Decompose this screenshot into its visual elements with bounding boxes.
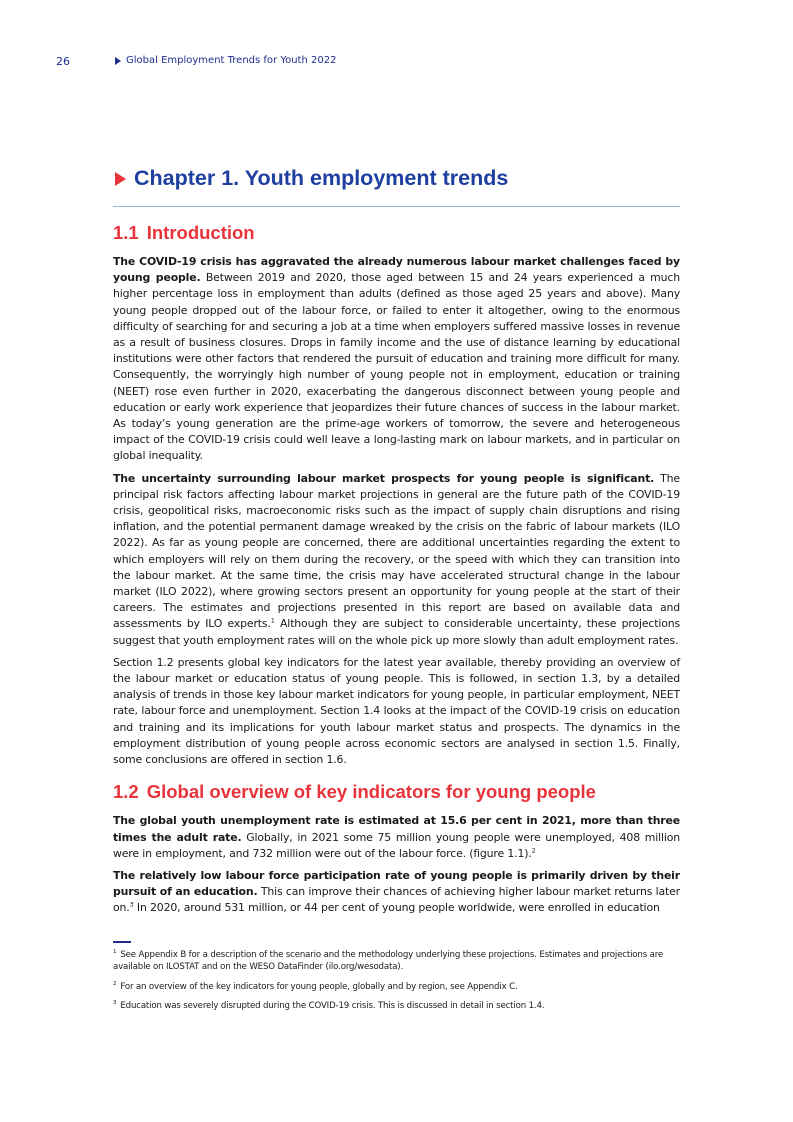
footnote bbox=[113, 1000, 680, 1012]
chapter-title: Chapter 1. Youth employment trends bbox=[134, 166, 509, 190]
paragraph-text: The principal risk factors affecting labour market projections in general are the future path of the COVID-19 crisis, geopolitical risks, macroeconomic risks such as the impact of supply chain disruptions and rising inflation, and the potential permanent damage wreaked by the crisis on the fabric of labour markets (ILO 2022). As far as young people are concerned, there are additional uncertainties regarding the extent to which employers will rely on them during the recovery, or the speed with which they can transition into the labour market. At the same time, the crisis may have accelerated structural change in the labour market (ILO 2022), where growing sectors present an opportunity for young people at the start of their careers. The estimates and projections presented in this report are based on available data and assessments by ILO experts. bbox=[113, 471, 680, 631]
footnote-ref: 3 bbox=[129, 900, 134, 909]
paragraph-lead: The relatively low labour force participation rate of young people is primarily driven by their pursuit of an education. bbox=[113, 868, 680, 899]
footnote bbox=[113, 949, 680, 974]
section-number: 1.2 bbox=[113, 781, 139, 803]
paragraph bbox=[113, 813, 680, 862]
section-title: Introduction bbox=[146, 222, 255, 243]
paragraph-text: This can improve their chances of achieving higher labour market returns later on. bbox=[113, 885, 680, 915]
chapter-divider bbox=[113, 206, 680, 207]
running-header bbox=[115, 55, 336, 66]
footnote-ref: 2 bbox=[531, 846, 536, 855]
footnote-marker: 2 bbox=[113, 980, 117, 987]
triangle-bullet-icon bbox=[115, 172, 126, 186]
footnote-divider bbox=[113, 941, 131, 943]
footnote-marker: 3 bbox=[113, 1000, 117, 1007]
paragraph-text: In 2020, around 531 million, or 44 per cent of young people worldwide, were enrolled in education bbox=[133, 901, 660, 915]
footnote-text: For an overview of the key indicators for young people, globally and by region, see Appendix C. bbox=[120, 981, 518, 992]
paragraph-text: Section 1.2 presents global key indicators for the latest year available, thereby providing an overview of the labour market or education status of young people. This is followed, in section 1.3, by a detailed analysis of trends in those key labour market indicators for young people, in particular employment, NEET rate, labour force and unemployment. Section 1.4 looks at the impact of the COVID-19 crisis on education and training and its implications for youth labour market status and prospects. The dynamics in the employment distribution of young people across economic sectors are analysed in section 1.5. Finally, some conclusions are offered in section 1.6. bbox=[113, 655, 680, 767]
paragraph bbox=[113, 254, 680, 465]
paragraph-lead: The COVID-19 crisis has aggravated the already numerous labour market challenges faced by young people. bbox=[113, 255, 680, 285]
section-heading-global-overview bbox=[113, 781, 680, 803]
triangle-bullet-icon bbox=[115, 57, 121, 65]
paragraph bbox=[113, 868, 680, 917]
paragraph-lead: The global youth unemployment rate is estimated at 15.6 per cent in 2021, more than three times the adult rate. bbox=[113, 814, 680, 844]
footnote-marker: 1 bbox=[113, 949, 117, 956]
footnote-text: Education was severely disrupted during the COVID-19 crisis. This is discussed in detail in section 1.4. bbox=[120, 1001, 545, 1012]
paragraph-text: Although they are subject to considerable uncertainty, these projections suggest that youth employment rates will on the whole pick up more slowly than adult employment rates. bbox=[113, 617, 680, 647]
paragraph-text: Globally, in 2021 some 75 million young people were unemployed, 408 million were in employment, and 732 million were out of the labour force. (figure 1.1). bbox=[113, 830, 681, 860]
footnote-text: See Appendix B for a description of the scenario and the methodology underlying these projections. Estimates and projections are available on ILOSTAT and on the WESO DataFinder (ilo.org/wesodata). bbox=[113, 950, 664, 973]
paragraph-lead: The uncertainty surrounding labour market prospects for young people is significant. bbox=[113, 471, 655, 485]
paragraph bbox=[113, 655, 680, 768]
page-number: 26 bbox=[56, 55, 70, 68]
footnote-ref: 1 bbox=[270, 616, 275, 625]
section-heading-introduction bbox=[113, 222, 680, 244]
paragraph-text: Between 2019 and 2020, those aged between 15 and 24 years experienced a much higher percentage loss in employment than adults (defined as those aged 25 years and above). Many young people dropped out of the labour force, or failed to enter it altogether, owing to the enormous difficulty of searching for and securing a job at a time when employers suffered massive losses in revenue as a result of business closures. Drops in family income and the use of distance learning by educational institutions were other factors that rendered the pursuit of education and training more difficult for many. Consequently, the worryingly high number of young people not in employment, education or training (NEET) rose even further in 2020, exacerbating the dangerous disconnect between young people and education or early work experience that jeopardizes their future chances of success in the labour market. As today’s young generation are the prime-age workers of tomorrow, the severe and heterogeneous impact of the COVID-19 crisis could well leave a long-lasting mark on labour markets, and in particular on global inequality. bbox=[113, 271, 680, 463]
footnotes bbox=[113, 949, 680, 1020]
section-title: Global overview of key indicators for young people bbox=[146, 781, 596, 803]
chapter-heading bbox=[115, 166, 508, 191]
paragraph bbox=[113, 471, 680, 649]
main-content bbox=[113, 222, 680, 923]
running-title: Global Employment Trends for Youth 2022 bbox=[126, 55, 337, 66]
footnote bbox=[113, 981, 680, 993]
section-number: 1.1 bbox=[113, 222, 139, 243]
